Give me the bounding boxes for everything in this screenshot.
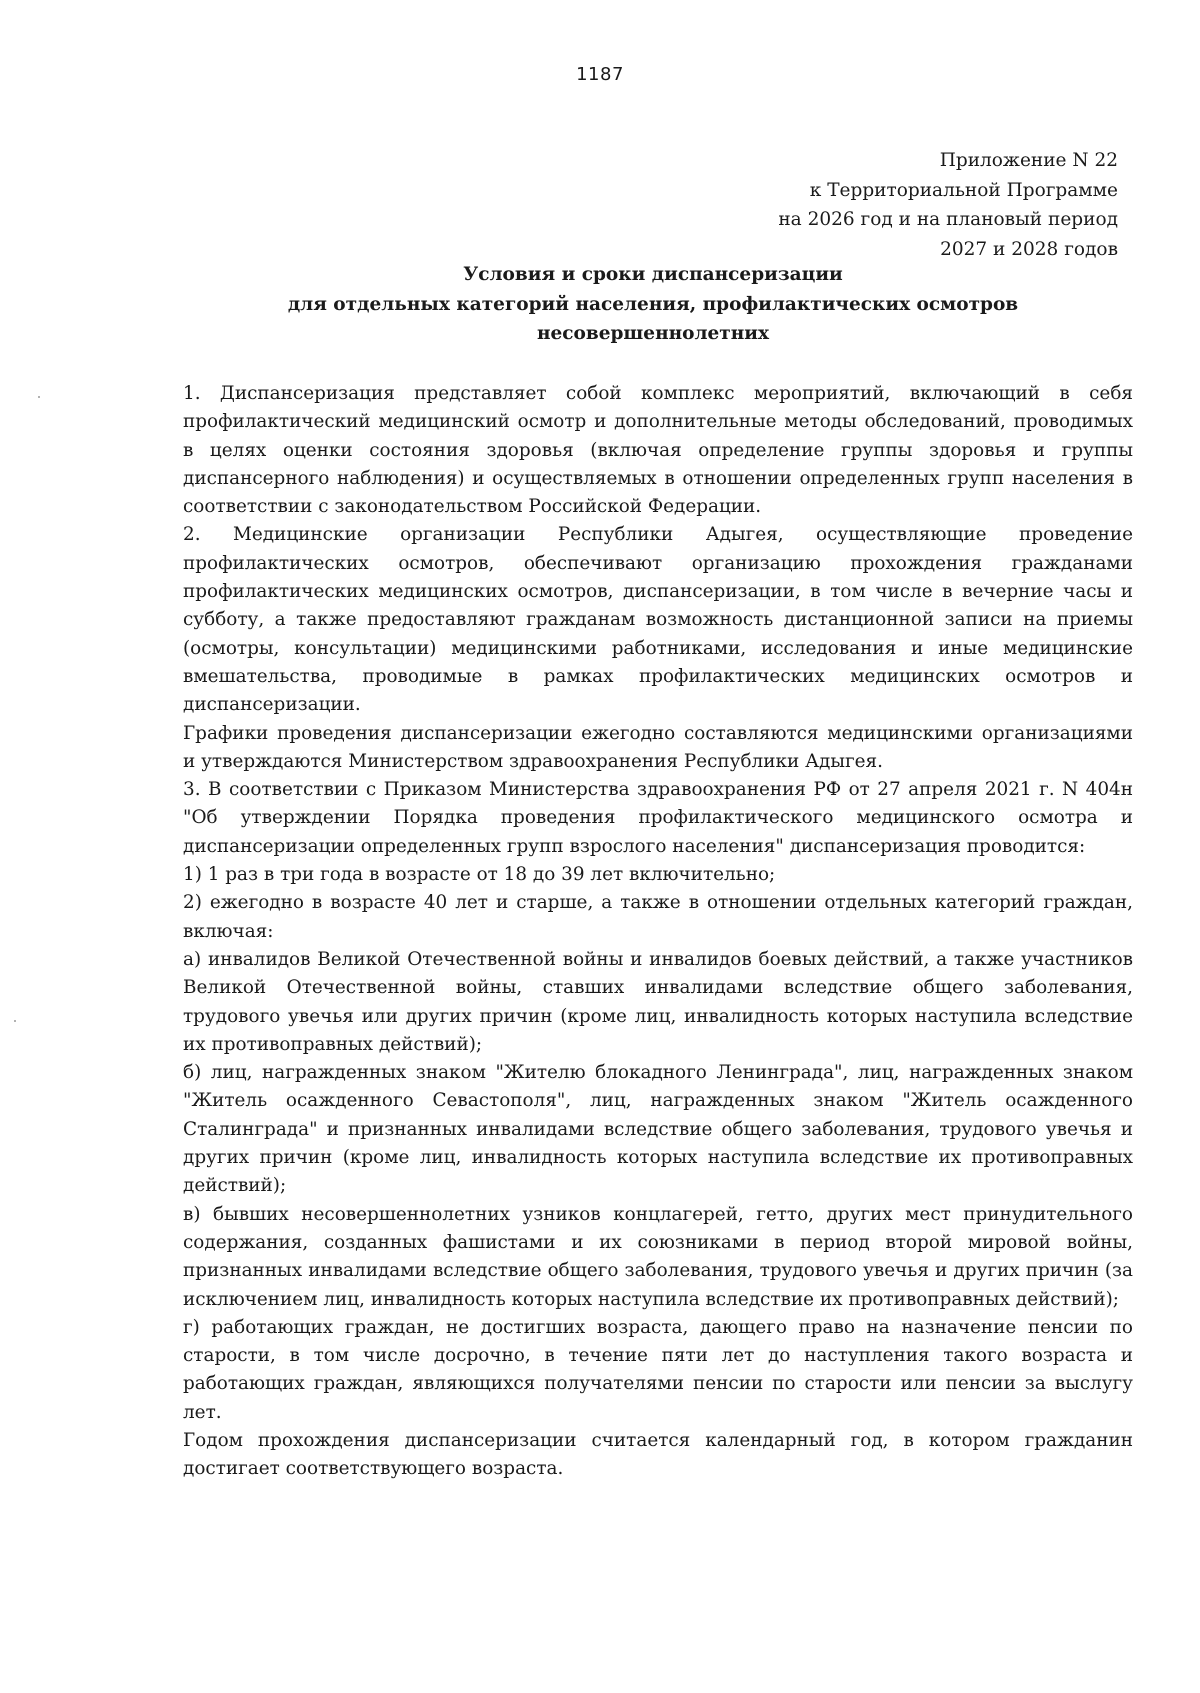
paragraph-schedules: Графики проведения диспансеризации ежегодно составляются медицинскими организациями и утверждаются Министерством здравоохранения Республики Адыгея. xyxy=(183,722,1133,772)
appendix-line-number: Приложение N 22 xyxy=(939,150,1118,171)
list-item-a: а) инвалидов Великой Отечественной войны и инвалидов боевых действий, а также участников Великой Отечественной войны, ставших инвалидами вследствие общего заболевания, трудового увечья или других причин (кроме лиц, инвалидность которых наступила вследствие их противоправных действий); xyxy=(183,948,1133,1055)
appendix-line-program: к Территориальной Программе xyxy=(809,179,1118,201)
scan-speck xyxy=(38,396,40,398)
list-item-g: г) работающих граждан, не достигших возраста, дающего право на назначение пенсии по старости, в том числе досрочно, в течение пяти лет до наступления такого возраста и работающих граждан, являющихся получателями пенсии по старости или пенсии за выслугу лет. xyxy=(183,1316,1133,1423)
list-item-b: б) лиц, награжденных знаком "Жителю блокадного Ленинграда", лиц, награжденных знаком "Житель осажденного Севастополя", лиц, награжденных знаком "Житель осажденного Сталинграда" и признанных инвалидами вследствие общего заболевания, трудового увечья и других причин (кроме лиц, инвалидность которых наступила вследствие их противоправных действий); xyxy=(183,1062,1133,1197)
document-title xyxy=(178,260,1128,349)
paragraph-3-order: 3. В соответствии с Приказом Министерства здравоохранения РФ от 27 апреля 2021 г. N 404н "Об утверждении Порядка проведения профилактического медицинского осмотра и диспансеризации определенных групп взрослого населения" диспансеризация проводится: xyxy=(183,779,1133,857)
paragraph-1-definition: 1. Диспансеризация представляет собой комплекс мероприятий, включающий в себя профилактический медицинский осмотр и дополнительные методы обследований, проводимых в целях оценки состояния здоровья (включая определение группы здоровья и группы диспансерного наблюдения) и осуществляемых в отношении определенных групп населения в соответствии с законодательством Российской Федерации. xyxy=(183,383,1133,518)
page-number: 1187 xyxy=(576,64,624,85)
title-line-2: для отдельных категорий населения, профилактических осмотров xyxy=(287,293,1019,315)
appendix-line-year: на 2026 год и на плановый период xyxy=(778,209,1118,230)
appendix-line-period: 2027 и 2028 годов xyxy=(940,238,1118,260)
scan-speck xyxy=(14,1020,16,1022)
title-line-3: несовершеннолетних xyxy=(536,323,770,344)
list-item-1: 1) 1 раз в три года в возрасте от 18 до 39 лет включительно; xyxy=(183,864,776,886)
paragraph-2-organizations: 2. Медицинские организации Республики Адыгея, осуществляющие проведение профилактических осмотров, обеспечивают организацию прохождения гражданами профилактических медицинских осмотров, диспансеризации, в том числе в вечерние часы и субботу, а также предоставляют гражданам возможность дистанционной записи на приемы (осмотры, консультации) медицинскими работниками, исследования и иные медицинские вмешательства, проводимые в рамках профилактических медицинских осмотров и диспансеризации. xyxy=(183,524,1133,716)
list-item-2: 2) ежегодно в возрасте 40 лет и старше, а также в отношении отдельных категорий граждан, включая: xyxy=(183,892,1133,942)
list-item-v: в) бывших несовершеннолетних узников концлагерей, гетто, других мест принудительного содержания, созданных фашистами и их союзниками в период второй мировой войны, признанных инвалидами вследствие общего заболевания, трудового увечья и других причин (за исключением лиц, инвалидность которых наступила вследствие их противоправных действий); xyxy=(183,1203,1133,1310)
title-line-1: Условия и сроки диспансеризации xyxy=(463,264,843,285)
appendix-reference xyxy=(558,146,1118,264)
paragraph-year-definition: Годом прохождения диспансеризации считается календарный год, в котором гражданин достигает соответствующего возраста. xyxy=(183,1429,1133,1480)
document-body xyxy=(183,380,1133,1484)
